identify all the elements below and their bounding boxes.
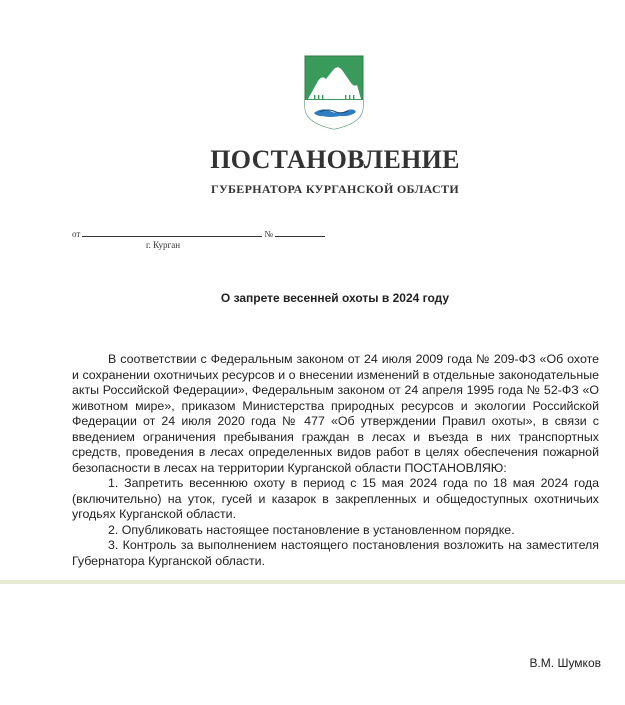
coat-of-arms-icon <box>304 55 364 130</box>
paragraph-item-3: 3. Контроль за выполнением настоящего постановления возложить на заместителя Губернатора Курганской области. <box>72 538 599 568</box>
number-label: № <box>264 229 273 239</box>
number-blank <box>275 227 325 237</box>
date-blank <box>82 227 262 237</box>
paragraph-item-2: 2. Опубликовать настоящее постановление в установленном порядке. <box>108 522 515 537</box>
document-heading: О запрете весенней охоты в 2024 году <box>220 291 450 305</box>
date-number-line <box>72 227 325 239</box>
document-subtitle: ГУБЕРНАТОРА КУРГАНСКОЙ ОБЛАСТИ <box>211 182 459 196</box>
city-label: г. Курган <box>146 240 181 250</box>
horizontal-rule <box>0 580 625 584</box>
paragraph-preamble: В соответствии с Федеральным законом от 24 июля 2009 года № 209-ФЗ «Об охоте и сохранении охотничьих ресурсов и о внесении изменений в отдельные законодательные акты Российской Федерации», Федеральным законом от 24 апреля 1995 года № 52-ФЗ «О животном мире», приказом Министерства природных ресурсов и экологии Российской Федерации от 24 июля 2020 года № 477 «Об утверждении Правил охоты», в связи с введением ограничения пребывания граждан в лесах и въезда в них транспортных средств, проведения в лесах определенных видов работ в целях обеспечения пожарной безопасности в лесах на территории Курганской области ПОСТАНОВЛЯЮ: <box>72 352 599 475</box>
paragraph-item-1: 1. Запретить весеннюю охоту в период с 15 мая 2024 года по 18 мая 2024 года (включительно) на уток, гусей и казарок в закрепленных и общедоступных охотничьих угодьях Курганской области. <box>72 476 599 521</box>
document-title: ПОСТАНОВЛЕНИЕ <box>210 145 460 174</box>
from-label: от <box>72 229 81 239</box>
document-body <box>72 352 599 569</box>
signature: В.М. Шумков <box>529 656 601 670</box>
